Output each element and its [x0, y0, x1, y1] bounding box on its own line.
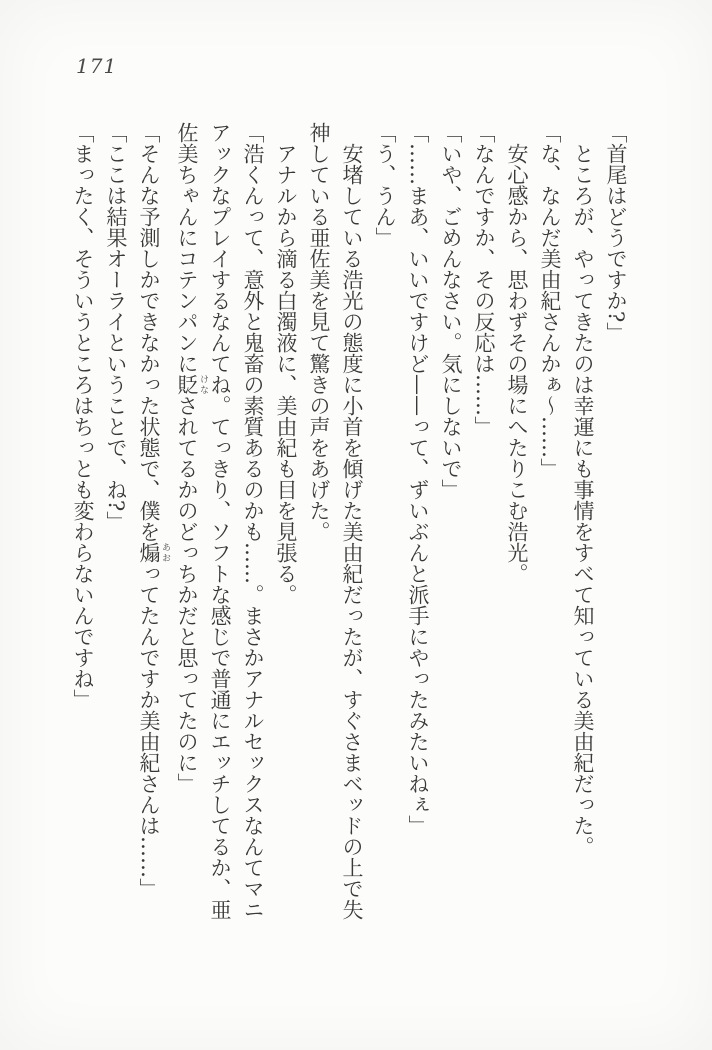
- furigana: けな: [198, 374, 208, 395]
- paragraph: 「いや、ごめんなさい。気にしないで」: [439, 122, 463, 500]
- paragraph: 「浩くんって、意外と鬼畜の素質あるのかも……。まさかアナルセックスなんてマニアックなプレイするなんてね。てっきり、ソフトな感じで普通にエッチしてるか、亜佐美ちゃんにコテンパンに貶 けなされてるかのどっちかだと思ってたのに」: [175, 122, 265, 920]
- paragraph: 「なんですか、その反応は……」: [472, 122, 496, 437]
- paragraph: 「ここは結果オーライということで、ね?」: [104, 122, 128, 533]
- ruby-annotated-word: 煽 あお: [137, 542, 170, 563]
- page-number: 171: [76, 54, 118, 78]
- paragraph: 「そんな予測しかできなかった状態で、僕を煽 あおってたんですか美由紀さんは……」: [137, 122, 170, 899]
- paragraph: 「……まあ、いいですけど——って、ずいぶんと派手にやったみたいねぇ」: [406, 122, 430, 836]
- paragraph: 「う、うん」: [373, 122, 397, 248]
- paragraph: 「首尾はどうですか?」: [604, 122, 628, 344]
- paragraph: 「な、なんだ美由紀さんかぁ〜……」: [538, 122, 562, 479]
- page-text: [66, 122, 632, 932]
- paragraph: 安堵している浩光の態度に小首を傾げた美由紀だったが、すぐさまベッドの上で失神している亜佐美を見て驚きの声をあげた。: [307, 122, 364, 920]
- paragraph: 安心感から、思わずその場にへたりこむ浩光。: [505, 143, 529, 584]
- ruby-annotated-word: 貶 けな: [175, 374, 208, 395]
- paragraph: ところが、やってきたのは幸運にも事情をすべて知っている美由紀だった。: [571, 143, 595, 857]
- paragraph: アナルから滴る白濁液に、美由紀も目を見張る。: [274, 143, 298, 605]
- furigana: あお: [160, 542, 170, 563]
- paragraph: 「まったく、そういうところはちっとも変わらないんですね」: [71, 122, 95, 710]
